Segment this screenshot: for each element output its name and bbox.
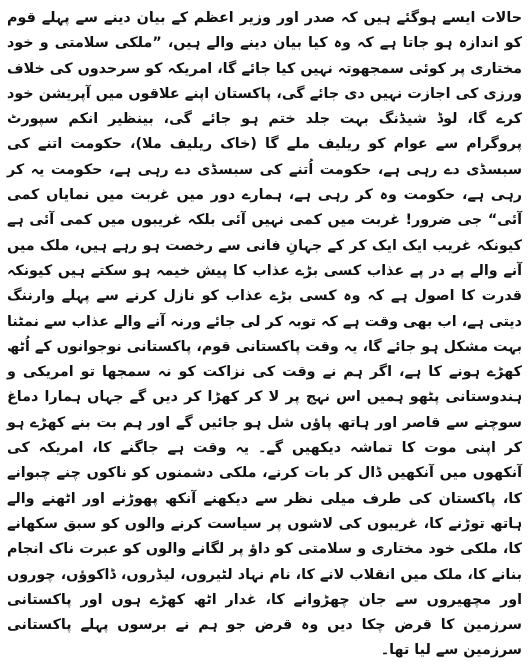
article-body-text: حالات ایسے ہوگئے ہیں کہ صدر اور وزیر اعظم کے بیان دینے سے پہلے قوم کو اندازہ ہو جاتا ہے کہ وہ کیا بیان دینے والے ہیں، ”ملکی سلامتی و خود مختاری پر کوئی سمجھوتہ نہیں کیا جائے گا، امریکہ کو سرحدوں کی خلاف ورزی کی اجازت نہیں دی جائے گی، پاکستان اپنے علاقوں میں آپریشن خود کرے گا، لوڈ شیڈنگ بہت جلد ختم ہو جائے گی، بینظیر انکم سپورٹ پروگرام سے عوام کو ریلیف ملے گا (خاک ریلیف ملا)، حکومت اتنے کی سبسڈی دے رہی ہے، حکومت اُتنے کی سبسڈی دے رہی ہے، حکومت یہ کر رہی ہے، حکومت وہ کر رہی ہے، ہمارے دور میں غربت میں نمایاں کمی آئی“ جی ضرور! غربت میں کمی نہیں آئی بلکہ غریبوں میں کمی آئی ہے کیونکہ غریب ایک ایک کر کے جہانِ فانی سے رخصت ہو رہے ہیں، ملک میں آنے والے پے در پے عذاب کسی بڑے عذاب کا پیش خیمہ ہو سکتے ہیں کیونکہ قدرت کا اصول ہے کہ وہ کسی بڑے عذاب کو نازل کرنے سے پہلے وارننگ دیتی ہے، اب بھی وقت ہے کہ توبہ کر لی جائے ورنہ آنے والے عذاب سے نمٹنا بہت مشکل ہو جائے گا، یہ وقت پاکستانی قوم، پاکستانی نوجوانوں کے اُٹھ کھڑے ہونے کا ہے، اگر ہم نے وقت کی نزاکت کو نہ سمجھا تو امریکی و ہندوستانی پٹھو ہمیں اس نہج پر لا کر کھڑا کر دیں گے جہاں ہمارا دماغ سوچنے سے قاصر اور ہاتھ پاؤں شل ہو جائیں گے اور ہم بت بنے کھڑے ہو کر اپنی موت کا تماشہ دیکھیں گے۔ یہ وقت ہے جاگنے کا، امریکہ کی آنکھوں میں آنکھیں ڈال کر بات کرنے، ملکی دشمنوں کو ناکوں چنے چبوانے کا، پاکستان کی طرف میلی نظر سے دیکھنے آنکھ پھوڑنے اور اٹھنے والے ہاتھ توڑنے کا، غریبوں کی لاشوں پر سیاست کرنے والوں کو سبق سکھانے کا، ملکی خود مختاری و سلامتی کو داؤ پر لگانے والوں کو عبرت ناک انجام بنانے کا، ملک میں انقلاب لانے کا، نام نہاد لٹیروں، لیڈروں، ڈاکوؤں، چوروں اور مچھیروں سے جان چھڑوانے کا، غدار اٹھ کھڑے ہوں اور پاکستانی سرزمین کا قرض چکا دیں وہ قرض جو ہم نے برسوں پہلے پاکستانی سرزمین سے لیا تھا۔ xyxy=(7,10,522,659)
